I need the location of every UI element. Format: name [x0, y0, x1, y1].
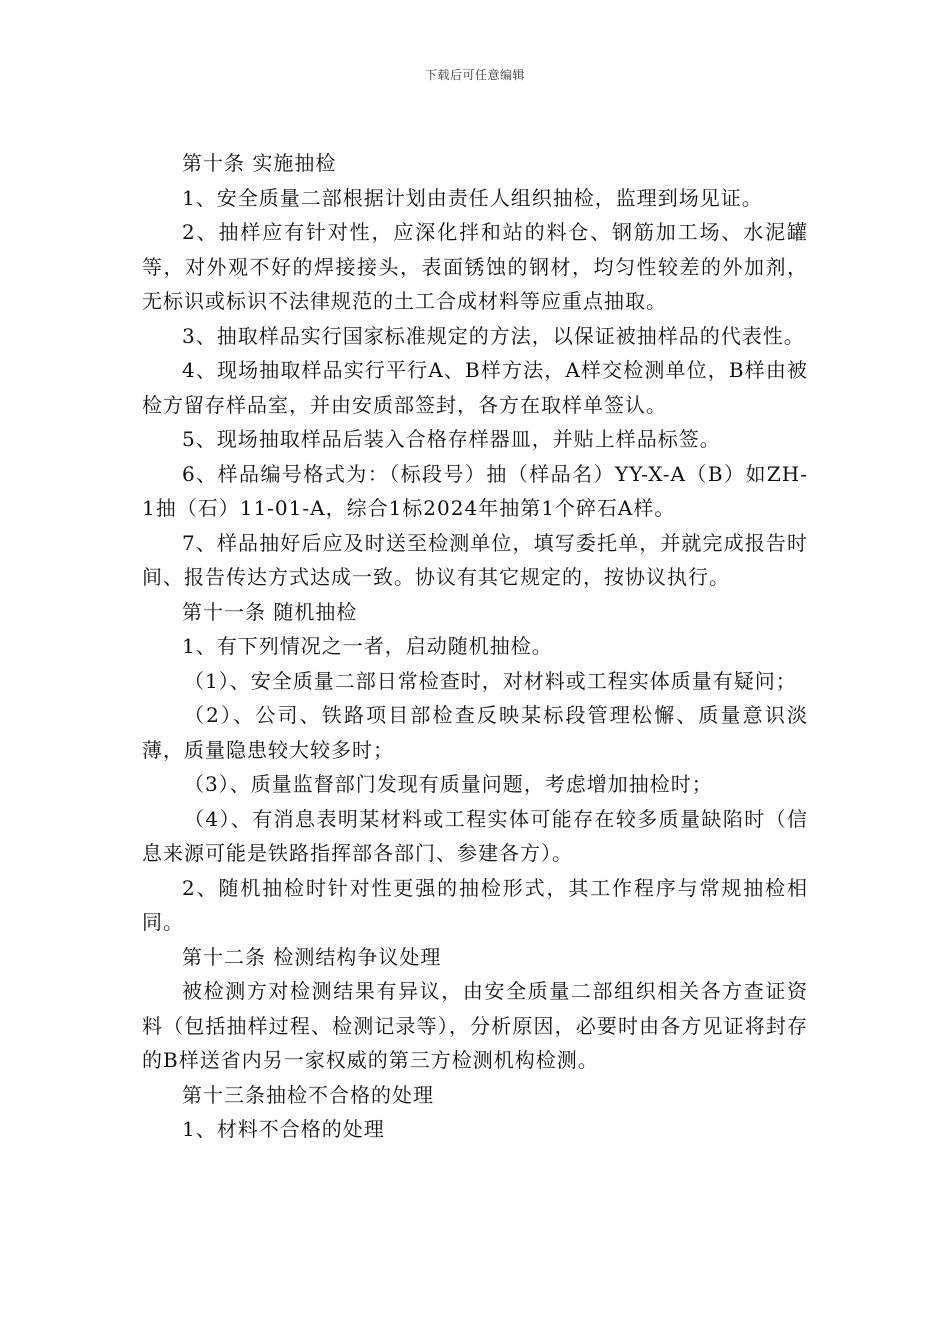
paragraph-13-1: 1、材料不合格的处理	[182, 1117, 385, 1141]
sub-item-11-1-3: （3）、质量监督部门发现有质量问题，考虑增加抽检时；	[184, 772, 713, 796]
section-heading-11: 第十一条 随机抽检	[182, 599, 358, 624]
sub-item-11-1-1: （1）、安全质量二部日常检查时，对材料或工程实体质量有疑问；	[184, 668, 797, 693]
paragraph-10-3: 3、抽取样品实行国家标准规定的方法，以保证被抽样品的代表性。	[182, 323, 805, 348]
sub-item-11-1-4: （4）、有消息表明某材料或工程实体可能存在较多质量缺陷时（信息来源可能是铁路指挥部各部门、参建各方）。	[142, 806, 808, 865]
paragraph-10-5: 5、现场抽取样品后装入合格存样器皿，并贴上样品标签。	[182, 427, 721, 451]
paragraph-11-1: 1、有下列情况之一者，启动随机抽检。	[182, 634, 553, 658]
document-body	[142, 146, 808, 1147]
section-heading-13: 第十三条抽检不合格的处理	[182, 1082, 434, 1107]
paragraph-10-7: 7、样品抽好后应及时送至检测单位，填写委托单，并就完成报告时间、报告传达方式达成一致。协议有其它规定的，按协议执行。	[142, 530, 808, 589]
sub-item-11-1-2: （2）、公司、铁路项目部检查反映某标段管理松懈、质量意识淡薄，质量隐患较大较多时；	[142, 703, 808, 762]
paragraph-11-2: 2、随机抽检时针对性更强的抽检形式，其工作程序与常规抽检相同。	[142, 875, 808, 934]
page-header-note: 下载后可任意编辑	[424, 68, 525, 82]
paragraph-10-4: 4、现场抽取样品实行平行A、B样方法，A样交检测单位，B样由被检方留存样品室，并由安质部签封，各方在取样单签认。	[142, 358, 808, 417]
paragraph-12-1: 被检测方对检测结果有异议，由安全质量二部组织相关各方查证资料（包括抽样过程、检测记录等），分析原因，必要时由各方见证将封存的B样送省内另一家权威的第三方检测机构检测。	[142, 979, 808, 1072]
paragraph-10-2: 2、抽样应有针对性，应深化拌和站的料仓、钢筋加工场、水泥罐等，对外观不好的焊接接头，表面锈蚀的钢材，均匀性较差的外加剂，无标识或标识不法律规范的土工合成材料等应重点抽取。	[142, 220, 808, 313]
section-heading-12: 第十二条 检测结构争议处理	[182, 944, 442, 969]
paragraph-10-1: 1、安全质量二部根据计划由责任人组织抽检，监理到场见证。	[182, 185, 763, 210]
paragraph-10-6: 6、样品编号格式为：（标段号）抽（样品名）YY-X-A（B）如ZH-1抽（石）11-01-A，综合1标2024年抽第1个碎石A样。	[142, 461, 808, 520]
section-heading-10: 第十条 实施抽检	[182, 151, 337, 175]
